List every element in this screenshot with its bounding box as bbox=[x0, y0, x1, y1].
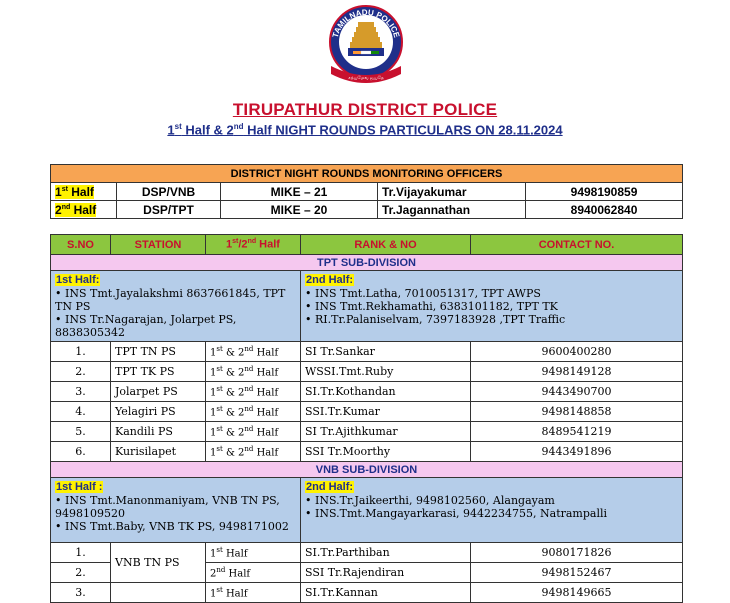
half-part: Half bbox=[253, 367, 279, 379]
half-part: 2 bbox=[210, 568, 217, 580]
contact-cell: 9443490700 bbox=[471, 382, 683, 402]
subtitle-part: Half & 2 bbox=[181, 122, 234, 138]
half-part: & 2 bbox=[222, 447, 245, 459]
half-part: & 2 bbox=[222, 387, 245, 399]
half-part: Half bbox=[253, 447, 279, 459]
inspector-entry: INS Tmt.Manonmaniyam, VNB TN PS, 9498109520 bbox=[55, 494, 280, 520]
rank-cell: WSSI.Tmt.Ruby bbox=[301, 362, 471, 382]
half-sup: st bbox=[216, 424, 223, 433]
half-sup: st bbox=[216, 344, 223, 353]
station-cell: TPT TK PS bbox=[111, 362, 206, 382]
sno-cell: 2. bbox=[51, 563, 111, 583]
half-part: 1 bbox=[210, 427, 217, 439]
second-half-label: 2nd Half: bbox=[306, 481, 354, 493]
phone-cell: 9498190859 bbox=[526, 183, 683, 201]
half-word: Half bbox=[67, 184, 94, 199]
station-cell: Jolarpet PS bbox=[111, 382, 206, 402]
table-row bbox=[51, 342, 683, 362]
col-station: STATION bbox=[111, 235, 206, 255]
sno-cell: 5. bbox=[51, 422, 111, 442]
sno-cell: 1. bbox=[51, 543, 111, 563]
rank-cell: SSI.Tr.Kumar bbox=[301, 402, 471, 422]
half-part: 1 bbox=[210, 367, 217, 379]
mike-cell: MIKE – 21 bbox=[221, 183, 378, 201]
second-half-label: 2nd Half: bbox=[306, 274, 354, 286]
list-item: • INS Tmt.Jayalakshmi 8637661845, TPT TN PS bbox=[55, 287, 286, 313]
monitoring-row bbox=[51, 201, 683, 219]
half-cell bbox=[206, 342, 301, 362]
contact-cell: 9080171826 bbox=[471, 543, 683, 563]
phone-cell: 8940062840 bbox=[526, 201, 683, 219]
half-part: & 2 bbox=[222, 427, 245, 439]
sno-cell: 3. bbox=[51, 382, 111, 402]
half-sup: nd bbox=[61, 203, 71, 211]
officer-name-cell: Tr.Vijayakumar bbox=[378, 183, 526, 201]
monitoring-heading: DISTRICT NIGHT ROUNDS MONITORING OFFICERS bbox=[51, 165, 683, 183]
half-sup: st bbox=[216, 545, 223, 554]
vnb-second-half-cell bbox=[301, 478, 683, 543]
page-subtitle bbox=[0, 122, 730, 137]
half-num: 1 bbox=[55, 184, 62, 199]
half-cell bbox=[206, 362, 301, 382]
list-item: • INS.Tr.Jaikeerthi, 9498102560, Alangayam bbox=[305, 494, 555, 507]
half-sup: st bbox=[216, 404, 223, 413]
half-part: 1 bbox=[210, 548, 217, 560]
subtitle-part: Half NIGHT ROUNDS PARTICULARS ON 28.11.2024 bbox=[243, 122, 563, 138]
half-sup: nd bbox=[244, 364, 254, 373]
half-sup: nd bbox=[244, 344, 254, 353]
half-cell bbox=[206, 543, 301, 563]
hdr-sup: nd bbox=[247, 238, 257, 246]
monitoring-row bbox=[51, 183, 683, 201]
subtitle-sup: nd bbox=[233, 122, 244, 131]
sno-cell: 4. bbox=[51, 402, 111, 422]
list-item: • INS Tmt.Rekhamathi, 6383101182, TPT TK bbox=[305, 300, 558, 313]
vnb-first-half-cell bbox=[51, 478, 301, 543]
hdr-part: /2 bbox=[238, 238, 248, 251]
first-half-label: 1st Half: bbox=[56, 274, 100, 286]
half-part: & 2 bbox=[222, 347, 245, 359]
sno-cell: 1. bbox=[51, 342, 111, 362]
list-item: • RI.Tr.Palaniselvam, 7397183928 ,TPT Traffic bbox=[305, 313, 566, 326]
half-part: Half bbox=[222, 588, 248, 600]
emblem-motto: சத்யமேவ ஜயதே bbox=[348, 76, 384, 81]
half-cell bbox=[51, 183, 117, 201]
half-part: Half bbox=[253, 427, 279, 439]
rank-cell: SI Tr.Ajithkumar bbox=[301, 422, 471, 442]
col-half bbox=[206, 235, 301, 255]
half-sup: nd bbox=[244, 404, 254, 413]
inspector-entry: INS.Tmt.Mangayarkarasi, 9442234755, Natrampalli bbox=[315, 507, 608, 520]
half-part: & 2 bbox=[222, 407, 245, 419]
tamilnadu-police-emblem bbox=[323, 4, 409, 88]
inspector-entry: INS Tmt.Jayalakshmi 8637661845, TPT TN PS bbox=[55, 287, 286, 313]
half-part: Half bbox=[225, 568, 251, 580]
rank-cell: SSI Tr.Rajendiran bbox=[301, 563, 471, 583]
half-sup: nd bbox=[216, 565, 226, 574]
inspector-entry: INS Tmt.Rekhamathi, 6383101182, TPT TK bbox=[315, 300, 558, 313]
half-cell bbox=[51, 201, 117, 219]
inspector-entry: INS Tr.Nagarajan, Jolarpet PS, 8838305342 bbox=[55, 313, 237, 339]
half-cell bbox=[206, 382, 301, 402]
contact-cell: 9498149665 bbox=[471, 583, 683, 603]
contact-cell: 9600400280 bbox=[471, 342, 683, 362]
rank-cell: SSI Tr.Moorthy bbox=[301, 442, 471, 462]
half-part: 1 bbox=[210, 407, 217, 419]
night-rounds-table bbox=[50, 234, 683, 603]
half-sup: nd bbox=[244, 424, 254, 433]
tpt-first-half-cell bbox=[51, 271, 301, 342]
subtitle-sup: st bbox=[174, 122, 182, 131]
monitoring-officers-table bbox=[50, 164, 683, 219]
tpt-subdivision-title: TPT SUB-DIVISION bbox=[51, 255, 683, 271]
table-row bbox=[51, 422, 683, 442]
station-cell: Yelagiri PS bbox=[111, 402, 206, 422]
table-header-row bbox=[51, 235, 683, 255]
table-row bbox=[51, 362, 683, 382]
inspector-entry: RI.Tr.Palaniselvam, 7397183928 ,TPT Traffic bbox=[315, 313, 566, 326]
col-sno: S.NO bbox=[51, 235, 111, 255]
sno-cell: 2. bbox=[51, 362, 111, 382]
station-cell: VNB TN PS bbox=[111, 543, 206, 583]
half-cell bbox=[206, 442, 301, 462]
mike-cell: MIKE – 20 bbox=[221, 201, 378, 219]
half-part: 1 bbox=[210, 588, 217, 600]
half-cell bbox=[206, 402, 301, 422]
table-row bbox=[51, 543, 683, 563]
inspector-entry: INS Tmt.Latha, 7010051317, TPT AWPS bbox=[315, 287, 541, 300]
list-item: • INS Tmt.Latha, 7010051317, TPT AWPS bbox=[305, 287, 541, 300]
first-half-label: 1st Half : bbox=[56, 481, 103, 493]
tpt-inspectors-row bbox=[51, 271, 683, 342]
half-sup: nd bbox=[244, 384, 254, 393]
contact-cell: 9498148858 bbox=[471, 402, 683, 422]
half-part: 1 bbox=[210, 447, 217, 459]
post-cell: DSP/TPT bbox=[117, 201, 221, 219]
rank-cell: SI.Tr.Kothandan bbox=[301, 382, 471, 402]
half-cell bbox=[206, 563, 301, 583]
hdr-part: Half bbox=[256, 238, 280, 251]
page-title: TIRUPATHUR DISTRICT POLICE bbox=[232, 100, 498, 119]
half-sup: st bbox=[216, 364, 223, 373]
half-part: 1 bbox=[210, 387, 217, 399]
post-cell: DSP/VNB bbox=[117, 183, 221, 201]
half-sup: st bbox=[216, 384, 223, 393]
inspector-entry: INS.Tr.Jaikeerthi, 9498102560, Alangayam bbox=[315, 494, 555, 507]
half-part: Half bbox=[253, 407, 279, 419]
half-num: 2 bbox=[55, 202, 62, 217]
station-cell: TPT TN PS bbox=[111, 342, 206, 362]
half-part: 1 bbox=[210, 347, 217, 359]
list-item: • INS.Tmt.Mangayarkarasi, 9442234755, Natrampalli bbox=[305, 507, 608, 520]
half-sup: st bbox=[216, 585, 223, 594]
half-part: Half bbox=[222, 548, 248, 560]
sno-cell: 3. bbox=[51, 583, 111, 603]
sno-cell: 6. bbox=[51, 442, 111, 462]
half-sup: st bbox=[61, 185, 68, 193]
half-word: Half bbox=[70, 202, 97, 217]
rank-cell: SI.Tr.Parthiban bbox=[301, 543, 471, 563]
contact-cell: 9443491896 bbox=[471, 442, 683, 462]
tpt-second-half-cell bbox=[301, 271, 683, 342]
half-part: Half bbox=[253, 347, 279, 359]
station-cell bbox=[111, 583, 206, 603]
station-cell: Kandili PS bbox=[111, 422, 206, 442]
table-row bbox=[51, 583, 683, 603]
inspector-entry: INS Tmt.Baby, VNB TK PS, 9498171002 bbox=[65, 520, 289, 533]
half-sup: nd bbox=[244, 444, 254, 453]
list-item: • INS Tmt.Baby, VNB TK PS, 9498171002 bbox=[55, 520, 289, 533]
hdr-sup: st bbox=[232, 238, 239, 246]
half-part: Half bbox=[253, 387, 279, 399]
table-row bbox=[51, 442, 683, 462]
contact-cell: 9498152467 bbox=[471, 563, 683, 583]
half-cell bbox=[206, 422, 301, 442]
half-cell bbox=[206, 583, 301, 603]
subtitle-part: 1 bbox=[167, 122, 175, 138]
half-sup: st bbox=[216, 444, 223, 453]
table-row bbox=[51, 382, 683, 402]
col-contact: CONTACT NO. bbox=[471, 235, 683, 255]
col-rank: RANK & NO bbox=[301, 235, 471, 255]
contact-cell: 8489541219 bbox=[471, 422, 683, 442]
station-cell: Kurisilapet bbox=[111, 442, 206, 462]
half-part: & 2 bbox=[222, 367, 245, 379]
rank-cell: SI Tr.Sankar bbox=[301, 342, 471, 362]
rank-cell: SI.Tr.Kannan bbox=[301, 583, 471, 603]
contact-cell: 9498149128 bbox=[471, 362, 683, 382]
emblem-ring-text: TAMILNADU POLICE bbox=[330, 7, 402, 39]
table-row bbox=[51, 402, 683, 422]
vnb-subdivision-title: VNB SUB-DIVISION bbox=[51, 462, 683, 478]
vnb-inspectors-row bbox=[51, 478, 683, 543]
hdr-part: 1 bbox=[226, 238, 233, 251]
list-item: • INS Tmt.Manonmaniyam, VNB TN PS, 9498109520 bbox=[55, 494, 280, 520]
list-item: • INS Tr.Nagarajan, Jolarpet PS, 8838305342 bbox=[55, 313, 237, 339]
officer-name-cell: Tr.Jagannathan bbox=[378, 201, 526, 219]
